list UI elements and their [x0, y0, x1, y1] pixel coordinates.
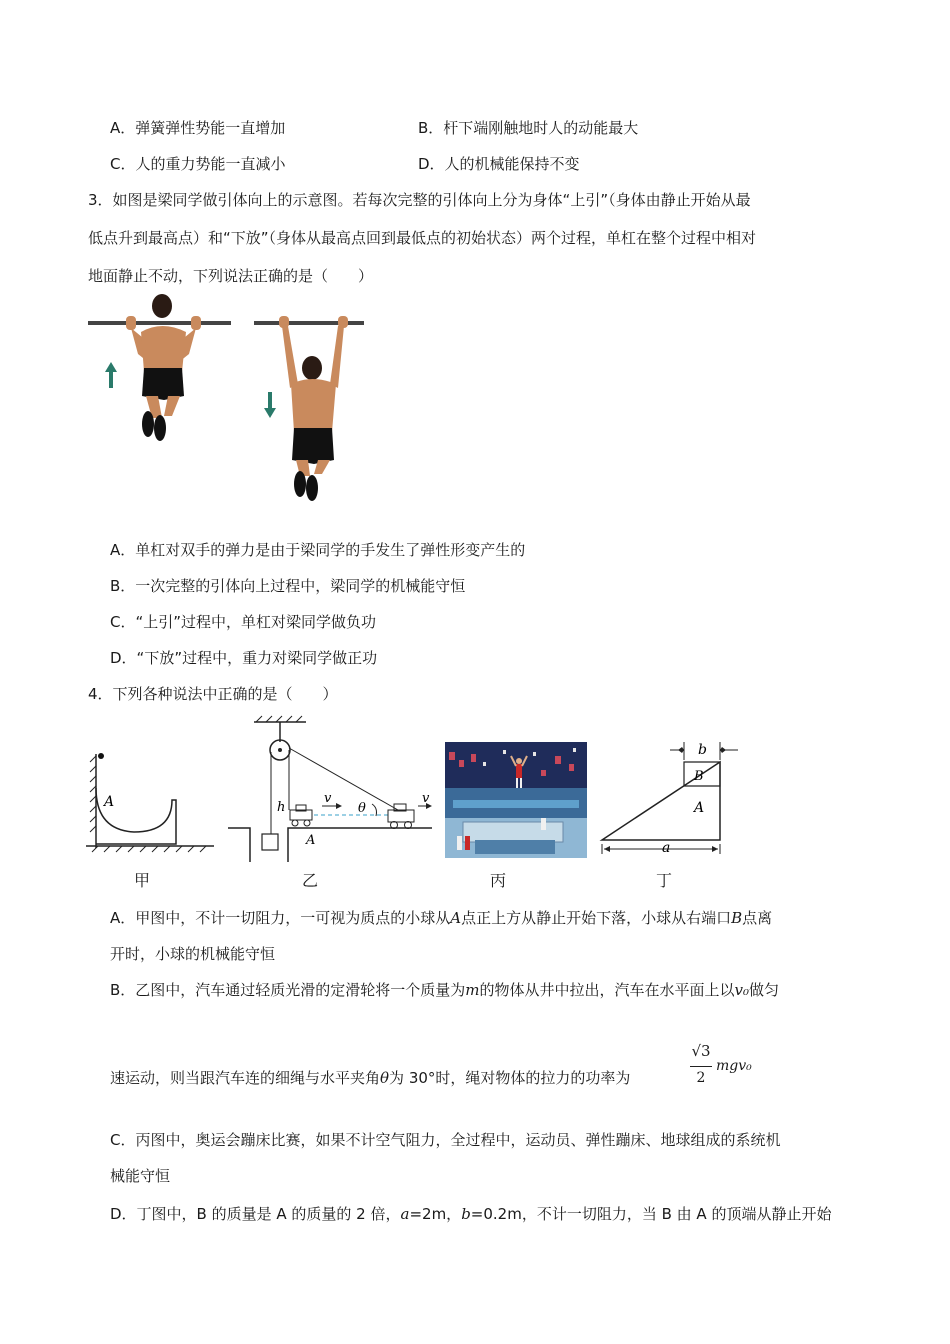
well-block: [262, 834, 278, 850]
fraction-bar: [690, 1066, 712, 1067]
label-h: h: [277, 800, 286, 815]
label-b-width: b: [698, 742, 707, 758]
q3-option-b: B．一次完整的引体向上过程中，梁同学的机械能守恒: [110, 577, 466, 595]
q4-option-c-line2: 械能守恒: [110, 1167, 171, 1185]
label-a-wedge: A: [694, 800, 705, 816]
person-down: [279, 316, 348, 501]
q4-option-b-line1: B．乙图中，汽车通过轻质光滑的定滑轮将一个质量为m的物体从井中拉出，汽车在水平面上以v₀做匀: [110, 981, 780, 999]
q4-option-b-line2: 速运动，则当跟汽车连的细绳与水平夹角θ为 30°时，绳对物体的拉力的功率为: [110, 1069, 631, 1087]
figure-jia: [86, 748, 216, 858]
fraction-numerator: √3: [691, 1042, 711, 1060]
q3-option-c: C．“上引”过程中，单杠对梁同学做负功: [110, 613, 377, 631]
q2-option-d: D．人的机械能保持不变: [418, 155, 580, 173]
person-up: [126, 294, 201, 441]
figure-yi: [226, 712, 438, 864]
q4-stem: 4．下列各种说法中正确的是（ ）: [88, 685, 338, 703]
ball: [98, 753, 104, 759]
q3-option-d: D．“下放”过程中，重力对梁同学做正功: [110, 649, 378, 667]
fraction-denominator: 2: [696, 1070, 706, 1086]
figure-bing-photo: [445, 742, 587, 858]
q3-stem-line1: 3．如图是梁同学做引体向上的示意图。若每次完整的引体向上分为身体“上引”（身体由静止开始从最: [88, 191, 751, 209]
label-a-jia: A: [104, 794, 115, 810]
up-arrow-icon: [105, 362, 117, 388]
q3-stem-line2: 低点升到最高点）和“下放”（身体从最高点回到最低点的初始状态）两个过程，单杠在整个过程中相对: [88, 229, 757, 247]
q3-option-a: A．单杠对双手的弹力是由于梁同学的手发生了弹性形变产生的: [110, 541, 526, 559]
down-arrow-icon: [264, 392, 276, 418]
caption-ding: 丁: [656, 871, 673, 890]
figure-ding: [598, 740, 758, 858]
pullup-figure: [86, 292, 376, 507]
label-v1: v: [324, 791, 332, 806]
q4-option-d-line1: D．丁图中，B 的质量是 A 的质量的 2 倍，a=2m，b=0.2m，不计一切阻力，当 B 由 A 的顶端从静止开始: [110, 1205, 832, 1223]
q4-option-a-line2: 开时，小球的机械能守恒: [110, 945, 276, 963]
caption-yi: 乙: [302, 871, 319, 890]
label-a-width: a: [662, 840, 671, 856]
car-small: [290, 805, 312, 826]
car-large: [388, 804, 414, 829]
q4-option-c-line1: C．丙图中，奥运会蹦床比赛，如果不计空气阻力，全过程中，运动员、弹性蹦床、地球组成的系统机: [110, 1131, 781, 1149]
q2-option-c: C．人的重力势能一直减小: [110, 155, 286, 173]
q3-stem-line3: 地面静止不动，下列说法正确的是（ ）: [88, 267, 374, 285]
q4-option-a-line1: A．甲图中，不计一切阻力，一可视为质点的小球从A点正上方从静止开始下落，小球从右端口B点离: [110, 909, 773, 927]
fraction-tail: mgv₀: [716, 1058, 752, 1074]
label-theta: θ: [358, 801, 366, 816]
caption-jia: 甲: [134, 871, 151, 890]
label-a-yi: A: [306, 833, 316, 848]
q2-option-a: A．弹簧弹性势能一直增加: [110, 119, 286, 137]
caption-bing: 丙: [490, 871, 507, 890]
q2-option-b: B．杆下端刚触地时人的动能最大: [418, 119, 639, 137]
label-b-block: B: [694, 769, 704, 784]
label-v2: v: [422, 791, 430, 806]
